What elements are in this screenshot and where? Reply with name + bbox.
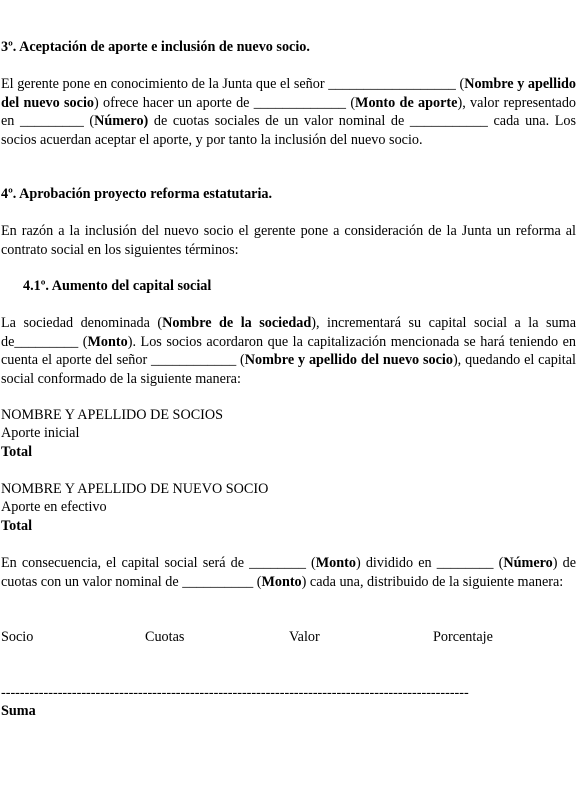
section-3-heading: 3º. Aceptación de aporte e inclusión de nuevo socio. [1,39,310,55]
section-3-text-3: ), valor representado en _________ ( [1,94,577,129]
nuevo-socio-aporte-label: Aporte en efectivo [1,499,107,515]
consecuencia-text-1: En consecuencia, el capital social será de ________ ( [1,555,316,571]
section-4-1-text-4: ), quedando el capital social conformado de la siguiente manera: [1,352,576,387]
section-3-bold-3: Número) [94,113,149,129]
nuevo-socio-title: NOMBRE Y APELLIDO DE NUEVO SOCIO [1,481,269,497]
section-3-bold-2: Monto de aporte [355,94,458,111]
separator-line: --------------------------------------------------------------------------------------------------- [1,685,469,701]
section-4-paragraph: En razón a la inclusión del nuevo socio el gerente pone a consideración de la Junta un reforma al contrato social en los siguientes términos: [1,223,576,258]
section-4-1-text-3: ). Los socios acordaron que la capitalización mencionada se hará teniendo en cuenta el aporte del señor ____________ ( [1,333,576,368]
section-4-1-text-2: ), incrementará su capital social a la suma de_________ ( [1,315,576,350]
section-3-text-4: de cuotas sociales de un valor nominal de ___________ cada una. Los socios acuerdan aceptar el aporte, y por tanto la inclusión del nuevo socio. [1,113,576,148]
section-4-1-bold-1: Nombre de la sociedad [162,315,312,331]
section-4-1-bold-2: Monto [87,333,128,350]
column-cuotas: Cuotas [145,629,185,645]
column-porcentaje: Porcentaje [433,629,493,645]
section-3-bold-1: Nombre y apellido del nuevo socio [1,76,576,111]
consecuencia-text-3: ) de cuotas con un valor nominal de __________ ( [1,555,576,590]
sum-label: Suma [1,703,36,719]
section-4-1-heading: 4.1º. Aumento del capital social [23,278,212,294]
consecuencia-bold-3: Monto [261,573,302,590]
section-3-text-1: El gerente pone en conocimiento de la Junta que el señor __________________ ( [1,76,465,92]
nuevo-socio-total-label: Total [1,518,33,534]
socios-total-label: Total [1,444,33,460]
column-valor: Valor [289,629,320,645]
section-4-1-bold-3: Nombre y apellido del nuevo socio [244,352,453,368]
section-4-heading: 4º. Aprobación proyecto reforma estatutaria. [1,186,273,202]
consecuencia-paragraph [1,554,576,591]
consecuencia-bold-1: Monto [315,555,356,571]
section-4-1-text-1: La sociedad denominada ( [1,315,163,331]
consecuencia-text-2: ) dividido en ________ ( [355,555,504,571]
section-3-text-2: ) ofrece hacer un aporte de _____________ ( [93,94,356,111]
section-3-paragraph [1,75,576,149]
column-socio: Socio [1,629,34,645]
consecuencia-bold-2: Número [503,555,553,571]
section-4-1-paragraph [1,314,576,388]
consecuencia-text-4: ) cada una, distribuido de la siguiente manera: [301,573,564,590]
socios-title: NOMBRE Y APELLIDO DE SOCIOS [1,407,224,423]
socios-aporte-label: Aporte inicial [1,425,80,441]
distribution-header-row [1,628,576,647]
